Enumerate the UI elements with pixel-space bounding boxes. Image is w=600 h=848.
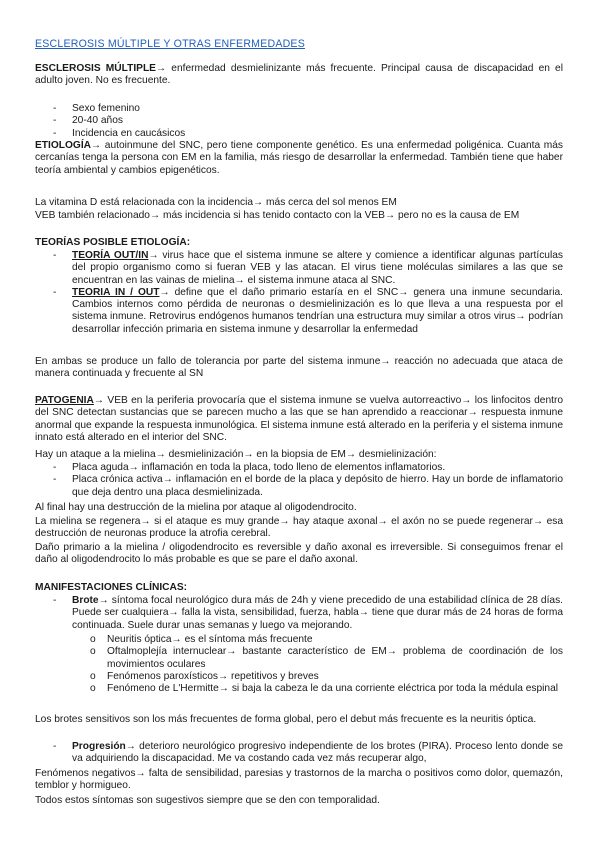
document-title: ESCLEROSIS MÚLTIPLE Y OTRAS ENFERMEDADES — [35, 38, 305, 50]
brotes-sensitivos-paragraph: Los brotes sensitivos son los más frecuentes de forma global, pero el debut más frecuente es la neuritis óptica. — [35, 714, 537, 725]
vitamina-d-line: La vitamina D está relacionada con la incidencia→ más cerca del sol menos EM — [35, 197, 397, 208]
list-item: o Neuritis óptica→ es el síntoma más frecuente — [90, 634, 313, 645]
placas-list — [35, 462, 563, 499]
etiologia-term: ETIOLOGÍA — [35, 140, 92, 151]
teoria-in-out-term: TEORIA IN / OUT — [72, 286, 160, 298]
list-item: o Oftalmoplejía internuclear→ bastante característico de EM→ problema de coordinación de los movimientos oculares — [90, 646, 563, 670]
intro-text: → enfermedad desmielinizante más frecuente. Principal causa de discapacidad en el adulto joven. No es frecuente. — [35, 63, 563, 87]
list-item: - Progresión→ deterioro neurológico progresivo independiente de los brotes (PIRA). Proceso lento donde se va adquiriendo la discapacidad. Me va costando cada vez más recuperar algo, — [53, 741, 563, 765]
list-item: - TEORÍA OUT/IN→ virus hace que el sistema inmune se altere y comience a identificar algunas partículas del propio organismo como si fueran VEB y las atacan. El virus tiene moléculas similares a las que se encuentran en las vainas de mielina→ el sistema inmune ataca al SNC. — [53, 250, 563, 286]
ataque-line: Hay un ataque a la mielina→ desmielinización→ en la biopsia de EM→ desmielinización: — [35, 449, 437, 460]
final-line: Al final hay una destrucción de la mielina por ataque al oligodendrocito. — [35, 502, 357, 513]
patogenia-paragraph — [35, 395, 563, 444]
teorias-footer: En ambas se produce un fallo de tolerancia por parte del sistema inmune→ reacción no adecuada que ataca de manera continuada y frecuente al SN — [35, 356, 563, 380]
list-item: - Incidencia en caucásicos — [53, 127, 186, 139]
progresion-term: Progresión — [72, 741, 126, 752]
list-item: - Sexo femenino — [53, 103, 140, 114]
patogenia-text: → VEB en la periferia provocaría que el sistema inmune se vuelva autorreactivo→ los linfocitos dentro del SNC detectan sustancias que se parecen mucho a las que se han aprendido a reaccionar→ respuesta inmune anormal que expande la respuesta inmunológica. El sistema inmune está alterado en la periferia y el sistema inmune innato está alterado en el interior del SNC. — [35, 395, 563, 443]
fenomenos-negativos-paragraph: Fenómenos negativos→ falta de sensibilidad, paresias y trastornos de la marcha o positivos como dolor, quemazón, temblor y hormigueo. — [35, 768, 563, 792]
brote-list — [35, 595, 563, 632]
patogenia-term: PATOGENIA — [35, 395, 94, 406]
intro-term: ESCLEROSIS MÚLTIPLE — [35, 63, 156, 74]
list-item: - Placa aguda→ inflamación en toda la placa, todo lleno de elementos inflamatorios. — [53, 462, 446, 473]
regenera-paragraph: La mielina se regenera→ si el ataque es muy grande→ hay ataque axonal→ el axón no se puede regenerar→ esa destrucción de neuronas produce la atrofia cerebral. — [35, 516, 563, 540]
brote-term: Brote — [72, 595, 99, 606]
teorias-heading: TEORÍAS POSIBLE ETIOLOGÍA: — [35, 237, 191, 248]
teorias-list — [35, 250, 563, 336]
sintomas-list — [35, 634, 563, 695]
etiologia-text: → autoinmune del SNC, pero tiene componente genético. Es una enfermedad poligénica. Cuanta más cercanías tenga la persona con EM en la familia, más riesgo de desarrollar la enfermedad. También tiene que haber teoría ambiental y cambios epigenéticos. — [35, 140, 563, 176]
list-item: o Fenómenos paroxísticos→ repetitivos y breves — [90, 670, 319, 682]
etiologia-paragraph — [35, 140, 563, 177]
teoria-out-in-term: TEORÍA OUT/IN — [72, 250, 149, 261]
list-item: - Brote→ síntoma focal neurológico dura más de 24h y viene precedido de una estabilidad clínica de 28 días. Puede ser cualquiera→ falla la vista, sensibilidad, fuerza, habla→ tiene que durar más de 24 horas de forma continuada. Suele durar unas semanas y luego va mejorando. — [53, 595, 563, 631]
progresion-list — [35, 741, 563, 766]
veb-line: VEB también relacionado→ más incidencia si has tenido contacto con la VEB→ pero no es la causa de EM — [35, 210, 520, 221]
manifestaciones-heading: MANIFESTACIONES CLÍNICAS: — [35, 582, 188, 593]
dano-paragraph: Daño primario a la mielina / oligodendrocito es reversible y daño axonal es irreversible. Si conseguimos frenar el daño al oligodendrocito lo más probable es que se pare el daño axonal. — [35, 542, 563, 566]
list-item: - Placa crónica activa→ inflamación en el borde de la placa y depósito de hierro. Hay un borde de inflamatorio que deja dentro una placa desmielinizada. — [53, 474, 563, 498]
list-item: o Fenómeno de L'Hermitte→ si baja la cabeza le da una corriente eléctrica por toda la médula espinal — [90, 683, 559, 695]
temporalidad-line: Todos estos síntomas son sugestivos siempre que se den con temporalidad. — [35, 795, 380, 806]
list-item: - TEORIA IN / OUT→ define que el daño primario estaría en el SNC→ genera una inmune secundaria. Cambios internos como pérdida de neuronas o desmielinización es lo que lleva a una respuesta por el sistema inmune. Retrovirus endógenos humanos tendrían una estructura muy similar a otros virus→ podrían desarrollar infección primaria en sistema inmune y desarrollar la enfermedad — [53, 286, 563, 335]
risk-factor-list — [35, 103, 563, 140]
list-item: - 20-40 años — [53, 115, 123, 127]
intro-paragraph — [35, 63, 563, 88]
